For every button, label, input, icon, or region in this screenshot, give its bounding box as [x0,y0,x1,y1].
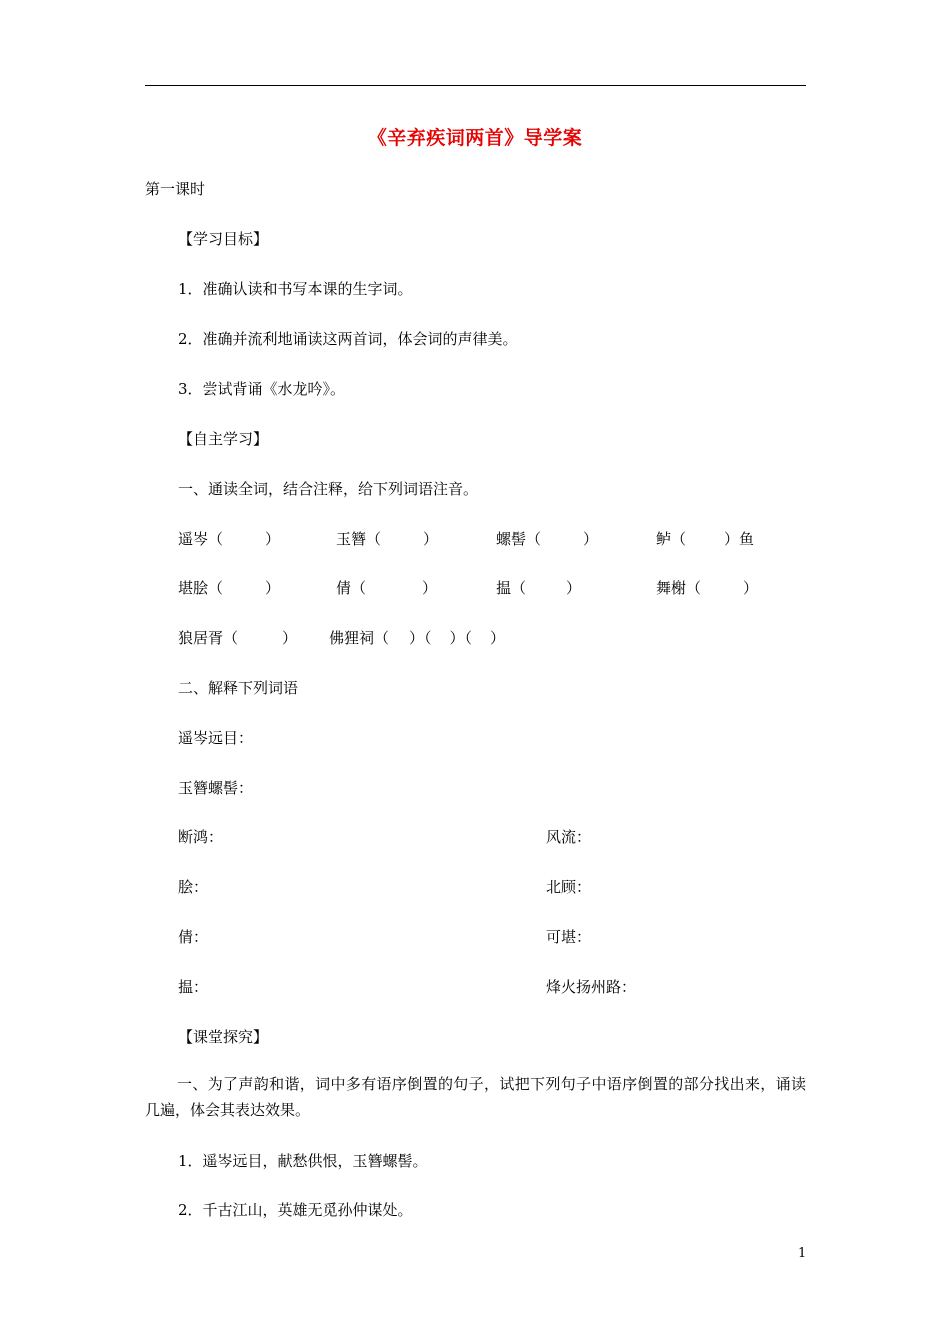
task-define: 二、解释下列词语 [178,679,299,697]
task-pinyin: 一、通读全词，结合注释，给下列词语注音。 [178,480,479,498]
pinyin-item: 螺髻（ ） [496,530,599,548]
pinyin-item: 堪脍（ ） [178,579,281,597]
page-number: 1 [798,1246,807,1261]
class-explore-heading: 【课堂探究】 [178,1028,269,1046]
pinyin-item: 遥岑（ ） [178,530,281,548]
header-rule [145,85,806,86]
define-item: 可堪： [546,928,592,946]
define-item: 烽火扬州路： [546,978,637,996]
pinyin-item: 玉簪（ ） [336,530,439,548]
pinyin-item: 舞榭（ ） [656,579,759,597]
document-title: 《辛弃疾词两首》导学案 [367,127,583,149]
goal-item: 3．尝试背诵《水龙吟》。 [178,380,346,398]
define-item: 风流： [546,828,592,846]
pinyin-item: 鲈（ ）鱼 [656,530,755,548]
explore-intro: 一、为了声韵和谐，词中多有语序倒置的句子，试把下列句子中语序倒置的部分找出来，诵读几遍，体会其表达效果。 [145,1075,806,1119]
goal-item: 1．准确认读和书写本课的生字词。 [178,280,413,298]
pinyin-item: 佛狸祠（ ）（ ）（ ） [329,629,506,647]
goals-heading: 【学习目标】 [178,230,269,248]
define-item: 脍： [178,878,209,896]
define-item: 倩： [178,928,209,946]
explore-item: 2．千古江山，英雄无觅孙仲谋处。 [178,1201,413,1219]
define-item: 北顾： [546,878,592,896]
self-study-heading: 【自主学习】 [178,430,269,448]
goal-item: 2．准确并流利地诵读这两首词，体会词的声律美。 [178,330,518,348]
explore-item: 1．遥岑远目，献愁供恨，玉簪螺髻。 [178,1152,428,1170]
pinyin-item: 倩（ ） [336,579,438,597]
define-item: 断鸿： [178,828,224,846]
define-item: 玉簪螺髻： [178,779,254,797]
lesson-label: 第一课时 [145,180,206,198]
define-item: 遥岑远目： [178,729,254,747]
define-item: 揾： [178,978,209,996]
pinyin-item: 狼居胥（ ） [178,629,298,647]
pinyin-item: 揾（ ） [496,579,582,597]
